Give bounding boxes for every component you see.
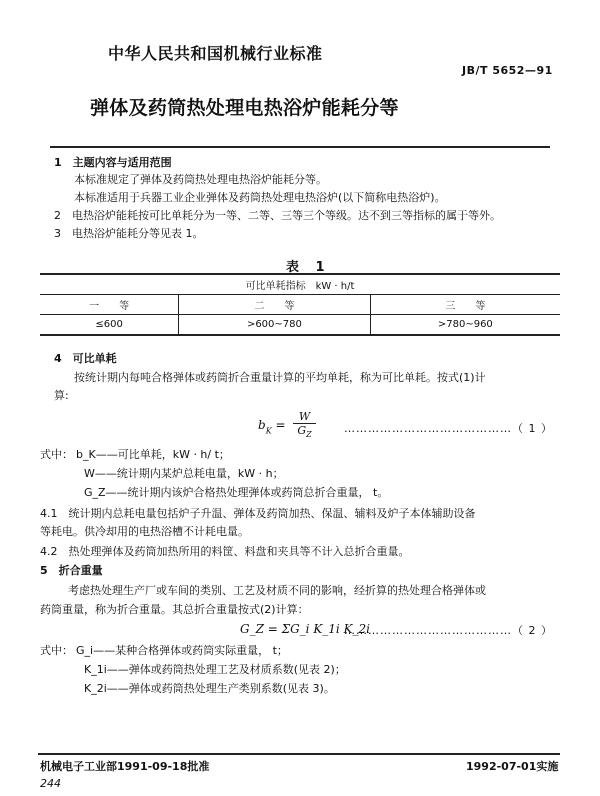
section-5-where: 式中： [40, 644, 73, 657]
section-2-text: 2 电热浴炉能耗按可比单耗分为一等、二等、三等三个等级。达不到三等指标的属于等外。 [54, 209, 501, 222]
formula-1 [258, 410, 320, 439]
table-row [40, 295, 560, 315]
section-4-text-line-1: 按统计期内每吨合格弹体或药筒折合重量计算的平均单耗，称为可比单耗。按式(1)计 [74, 371, 486, 384]
section-4-text-line-2: 算: [54, 389, 69, 402]
effective-date: 1992-07-01实施 [466, 760, 559, 773]
section-3-text: 3 电热浴炉能耗分等见表 1。 [54, 227, 204, 240]
section-4-def-1: b_K——可比单耗，kW · h/ t； [76, 448, 230, 461]
value-cell-3: >780~960 [370, 315, 560, 336]
standard-code: JB/T 5652—91 [462, 64, 553, 77]
section-4-2-text: 4.2 热处理弹体及药筒加热所用的料筐、料盘和夹具等不计入总折合重量。 [40, 545, 410, 558]
table-header-cell: 可比单耗指标 kW · h/t [40, 274, 560, 295]
section-5-line-1: 考虑热处理生产厂或车间的类别、工艺及材质不同的影响，经折算的热处理合格弹体或 [68, 584, 486, 597]
grade-cell-1: 一 等 [40, 295, 179, 315]
section-1-line-1: 本标准规定了弹体及药筒热处理电热浴炉能耗分等。 [74, 173, 327, 186]
table-row [40, 274, 560, 295]
section-4-1-line-1: 4.1 统计期内总耗电量包括炉子升温、弹体及药筒加热、保温、辅料及炉子本体辅助设备 [40, 507, 476, 520]
section-1-heading: 1 主题内容与适用范围 [54, 156, 172, 169]
formula-1-denominator [293, 424, 315, 439]
section-1-line-2: 本标准适用于兵器工业企业弹体及药筒热处理电热浴炉(以下简称电热浴炉)。 [74, 191, 446, 204]
formula-1-fraction [293, 410, 315, 439]
top-rule [50, 146, 550, 148]
section-4-def-2: W——统计期内某炉总耗电量，kW · h； [84, 467, 284, 480]
standard-title: 中华人民共和国机械行业标准 [108, 44, 323, 63]
formula-1-den-sub: Z [306, 430, 312, 440]
formula-2: G_Z = ΣG_i K_1i K_2i [240, 622, 371, 636]
section-5-line-2: 药筒重量，称为折合重量。其总折合重量按式(2)计算： [40, 603, 309, 616]
bottom-rule [38, 753, 560, 755]
grade-cell-3: 三 等 [370, 295, 560, 315]
formula-1-numerator: W [293, 410, 315, 424]
section-5-def-2: K_1i——弹体或药筒热处理工艺及材质系数(见表 2)； [84, 663, 346, 676]
grade-cell-2: 二 等 [179, 295, 371, 315]
page-number: 244 [40, 777, 61, 790]
formula-1-den-main: G [297, 424, 307, 437]
formula-2-label: ……………………………………（ 2 ） [344, 624, 553, 637]
table-1-caption: 表 1 [286, 260, 331, 275]
approval-date: 机械电子工业部1991-09-18批准 [40, 760, 210, 773]
section-4-def-3: G_Z——统计期内该炉合格热处理弹体或药筒总折合重量， t。 [84, 486, 389, 499]
section-4-1-line-2: 等耗电。供冷却用的电热浴槽不计耗电量。 [40, 525, 249, 538]
formula-1-lhs: b [258, 418, 266, 433]
value-cell-1: ≤600 [40, 315, 179, 336]
section-5-heading: 5 折合重量 [40, 564, 103, 577]
table-1 [40, 273, 560, 336]
formula-1-lhs-sub: K [265, 426, 272, 436]
formula-1-label: ……………………………………（ 1 ） [344, 422, 553, 435]
section-5-def-1: G_i——某种合格弹体或药筒实际重量， t； [76, 644, 288, 657]
table-row [40, 315, 560, 336]
section-4-where: 式中： [40, 448, 73, 461]
section-4-heading: 4 可比单耗 [54, 352, 117, 365]
document-title: 弹体及药筒热处理电热浴炉能耗分等 [90, 97, 399, 119]
formula-1-eq: = [271, 418, 290, 433]
section-5-def-3: K_2i——弹体或药筒热处理生产类别系数(见表 3)。 [84, 682, 335, 695]
value-cell-2: >600~780 [179, 315, 371, 336]
